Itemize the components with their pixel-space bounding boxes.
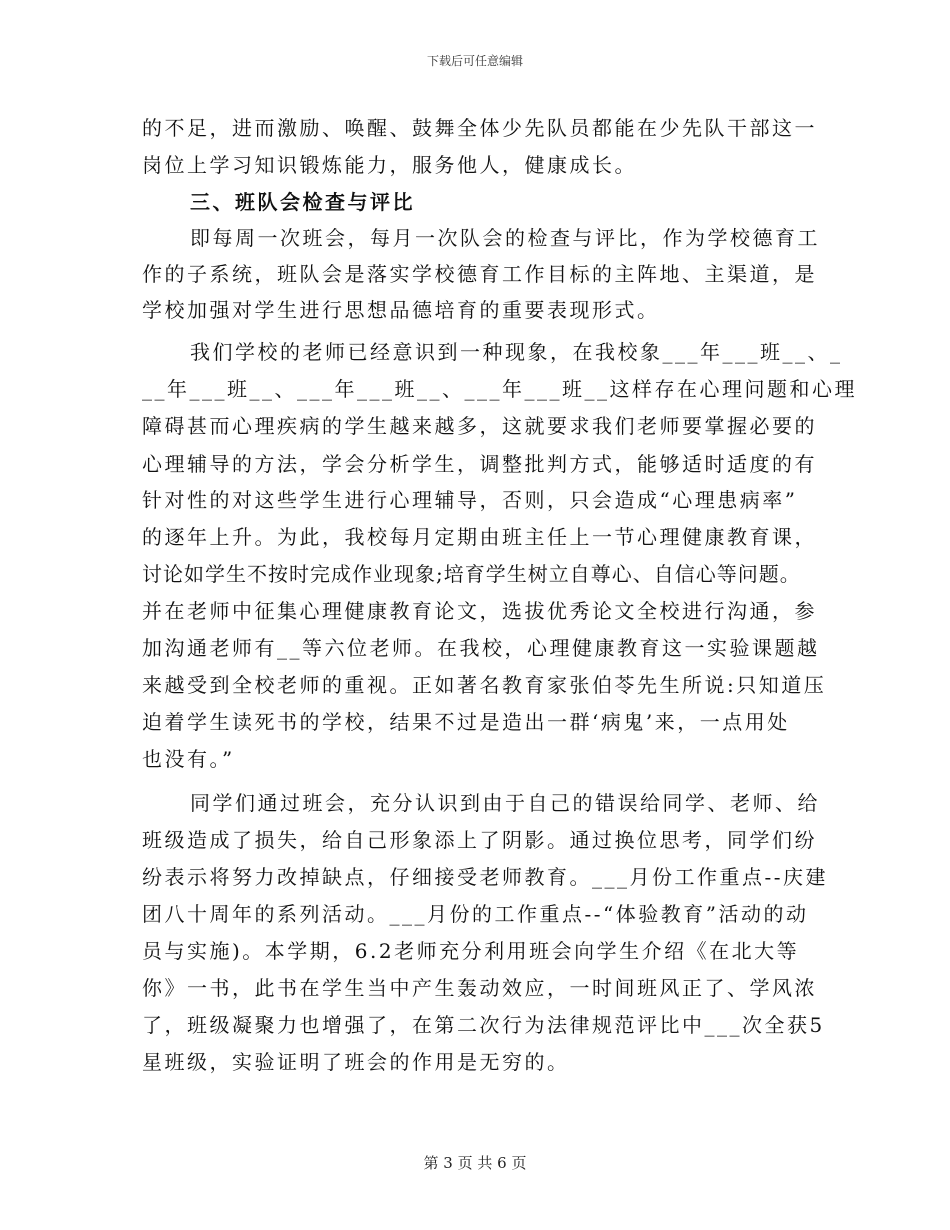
- text-line: 员与实施)。本学期，6.2老师充分利用班会向学生介绍《在北大等: [142, 939, 800, 963]
- text-line: 针对性的对这些学生进行心理辅导，否则，只会造成“心理患病率”: [142, 488, 798, 512]
- text-line: 我们学校的老师已经意识到一种现象，在我校象___年___班__、_: [190, 340, 843, 364]
- section-heading: 三、班队会检查与评比: [190, 190, 415, 214]
- text-line: 纷表示将努力改掉缺点，仔细接受老师教育。___月份工作重点--庆建: [142, 865, 829, 889]
- text-line: 学校加强对学生进行思想品德培育的重要表现形式。: [142, 298, 660, 322]
- text-line: 讨论如学生不按时完成作业现象;培育学生树立自尊心、自信心等问题。: [142, 562, 801, 586]
- text-line: 障碍甚而心理疾病的学生越来越多，这就要求我们老师要掌握必要的: [142, 414, 817, 438]
- text-line: 星班级，实验证明了班会的作用是无穷的。: [142, 1050, 570, 1074]
- page-number: 第 3 页 共 6 页: [423, 1154, 527, 1172]
- text-line: 班级造成了损失，给自己形象添上了阴影。通过换位思考，同学们纷: [142, 828, 817, 852]
- text-line: 加沟通老师有__等六位老师。在我校，心理健康教育这一实验课题越: [142, 636, 820, 660]
- text-line: 即每周一次班会，每月一次队会的检查与评比，作为学校德育工: [190, 226, 820, 250]
- text-line: 的不足，进而激励、唤醒、鼓舞全体少先队员都能在少先队干部这一: [142, 116, 817, 140]
- text-line: 也没有。”: [142, 747, 235, 771]
- text-line: 了，班级凝聚力也增强了，在第二次行为法律规范评比中___次全获5: [142, 1013, 825, 1037]
- text-line: 来越受到全校老师的重视。正如著名教育家张伯苓先生所说:只知道压: [142, 673, 827, 697]
- text-line: 作的子系统，班队会是落实学校德育工作目标的主阵地、主渠道，是: [142, 262, 817, 286]
- text-line: 心理辅导的方法，学会分析学生，调整批判方式，能够适时适度的有: [142, 452, 817, 476]
- text-line: 的逐年上升。为此，我校每月定期由班主任上一节心理健康教育课，: [142, 525, 817, 549]
- text-line: 团八十周年的系列活动。___月份的工作重点--“体验教育”活动的动: [142, 902, 809, 926]
- text-line: 同学们通过班会，充分认识到由于自己的错误给同学、老师、给: [190, 791, 820, 815]
- text-line: __年___班__、___年___班__、___年___班__这样存在心理问题和心理: [142, 377, 857, 401]
- text-line: 岗位上学习知识锻炼能力，服务他人，健康成长。: [142, 153, 637, 177]
- text-line: 并在老师中征集心理健康教育论文，选拔优秀论文全校进行沟通，参: [142, 599, 817, 623]
- text-line: 你》一书，此书在学生当中产生轰动效应，一时间班风正了、学风浓: [142, 976, 817, 1000]
- text-line: 迫着学生读死书的学校，结果不过是造出一群‘病鬼’来，一点用处: [142, 710, 790, 734]
- header-note: 下载后可任意编辑: [426, 54, 523, 68]
